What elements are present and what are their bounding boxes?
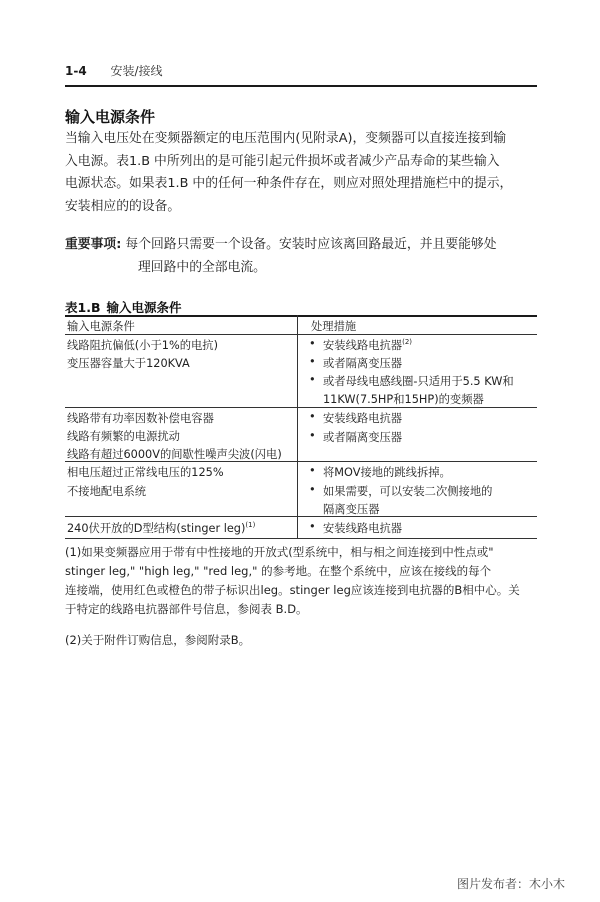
row-divider [65, 516, 537, 517]
important-line: 每个回路只需要一个设备。安装时应该离回路最近，并且要能够处 [125, 237, 497, 252]
condition-text: 线路阻抗偏低(小于1%的电抗) [67, 339, 219, 352]
important-line: 理回路中的全部电流。 [138, 260, 266, 275]
column-divider [297, 315, 298, 539]
intro-paragraph [65, 128, 545, 218]
table-caption: 输入电源条件 [106, 300, 182, 315]
action-item-continued: 11KW(7.5HP和15HP)的变频器 [323, 393, 484, 406]
action-item: • 或者母线电感线圈-只适用于5.5 KW和 [323, 373, 514, 389]
header-rule [65, 85, 537, 87]
row-divider [65, 407, 537, 408]
table-number: 表1.B [65, 300, 101, 315]
action-item: • 安装线路电抗器$^{(2)}$ [323, 337, 412, 353]
footnote-line: (1)如果变频器应用于带有中性接地的开放式(型系统中，相与相之间连接到中性点或" [65, 545, 494, 559]
action-item-continued: 隔离变压器 [323, 503, 380, 516]
page-number: 1-4 [65, 64, 87, 78]
action-item: • 或者隔离变压器 [323, 355, 402, 371]
footnote-ref: (1) [245, 521, 256, 530]
publisher-credit: 图片发布者：木小木 [457, 877, 566, 891]
important-label: 重要事项: [65, 237, 122, 252]
condition-text: 线路有频繁的电源扰动 [67, 430, 180, 443]
condition-text: 线路带有功率因数补偿电容器 [67, 412, 214, 425]
condition-text: 线路有超过6000V的间歇性噪声尖波(闪电) [67, 448, 282, 461]
intro-line: 入电源。表1.B 中所列出的是可能引起元件损坏或者减少产品寿命的某些输入 [65, 153, 500, 169]
intro-line: 当输入电压处在变频器额定的电压范围内(见附录A)，变频器可以直接连接到输 [65, 131, 507, 146]
footnote-2: (2)关于附件订购信息，参阅附录B。 [65, 633, 251, 647]
chapter-title: 安装/接线 [110, 64, 163, 78]
column-header-condition: 输入电源条件 [67, 320, 135, 333]
footnote-line: 于特定的线路电抗器部件号信息，参阅表 B.D。 [65, 602, 308, 616]
footnote-line: 连接端，使用红色或橙色的带子标识出leg。stinger leg应该连接到电抗器的B相中心。关 [65, 583, 520, 597]
section-title: 输入电源条件 [65, 108, 156, 126]
table-bottom-rule [65, 538, 537, 539]
action-item: • 或者隔离变压器 [323, 429, 402, 445]
action-item: • 安装线路电抗器 [323, 410, 402, 426]
condition-text: 变压器容量大于120KVA [67, 357, 190, 370]
action-item: • 将MOV接地的跳线拆掉。 [323, 464, 451, 480]
action-item: • 安装线路电抗器 [323, 520, 402, 536]
footnote-1 [65, 543, 541, 619]
intro-line: 安装相应的的设备。 [65, 198, 181, 214]
footnote-line: stinger leg," "high leg," "red leg," 的参考地。在整个系统中，应该在接线的每个 [65, 564, 492, 578]
power-conditions-table [65, 315, 537, 540]
action-item: • 如果需要，可以安装二次侧接地的 [323, 483, 492, 499]
intro-line: 电源状态。如果表1.B 中的任何一种条件存在，则应对照处理措施栏中的提示， [65, 176, 513, 191]
condition-text: 240伏开放的D型结构(stinger leg)$^{(1)}$ [67, 521, 256, 535]
table-title [65, 298, 182, 316]
condition-text: 相电压超过正常线电压的125% [67, 466, 224, 479]
condition-text: 不接地配电系统 [67, 485, 147, 498]
footnote-ref: (2) [402, 338, 413, 347]
page-header [65, 62, 163, 79]
table-top-rule [65, 315, 537, 317]
column-header-action: 处理措施 [311, 320, 357, 333]
table-header-rule [65, 334, 537, 335]
important-note [65, 233, 497, 279]
